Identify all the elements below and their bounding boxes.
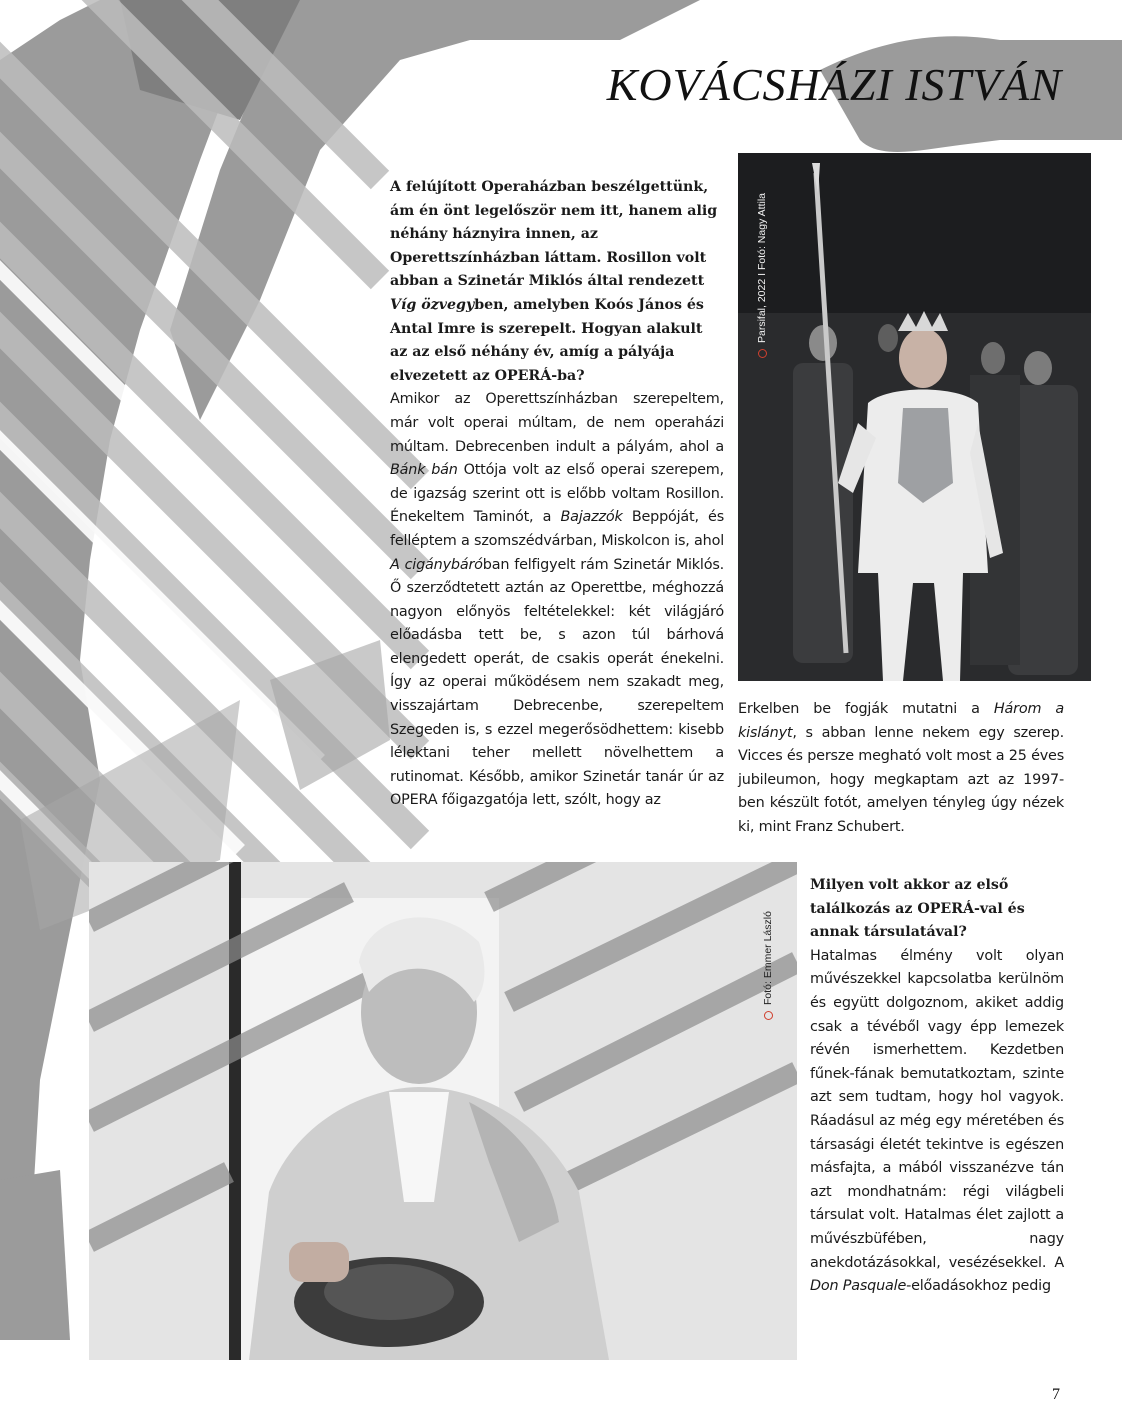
interview-answer-1	[390, 388, 724, 813]
answer-1-text-c: Beppóját, és felléptem a szomszédvárban, Miskolcon is, ahol	[390, 509, 725, 549]
interview-question-2: Milyen volt akkor az első találkozás az OPERÁ-val és annak társulatával?	[810, 877, 1025, 941]
answer-1-text-a: Amikor az Operettszínházban szerepeltem, már volt operai múltam, de nem operaházi múltam. Debrecenben indult a pályám, ahol a	[390, 391, 724, 455]
answer-2-text-a: Hatalmas élmény volt olyan művészekkel kapcsolatba kerülnöm és együtt dolgoznom, akiket addig csak a tévéből vagy épp lemezek révén ismerhettem. Kezdetben fűnek-fának bemutatkoztam, szinte azt sem tudtam, hogy hol vagyok. Ráadásul az még egy méretében és társasági életét tekintve is egészen másfajta, a mából visszanézve tán azt mondhatnám: régi világbeli társulat volt. Hatalmas élet zajlott a művészbüfében, nagy anekdotázásokkal, vesézésekkel. A	[810, 947, 1064, 1271]
portrait-photo-image	[89, 862, 797, 1360]
answer-1-italic-b: Bajazzók	[560, 509, 623, 526]
portrait-photo	[89, 862, 797, 1360]
photo2-credit-text: Fotó: Emmer László	[762, 911, 774, 1005]
question-1-text-a: A felújított Operaházban beszélgettünk, ám én önt legelőször nem itt, hanem alig néhány háznyira innen, az Operettszínházban láttam. Rosillon volt abban a Szinetár Miklós által rendezett	[390, 179, 718, 290]
interview-question-1	[390, 176, 724, 388]
column-2-text-a: Erkelben be fogják mutatni a	[738, 701, 994, 717]
photo1-credit-text: Parsifal, 2022 I Fotó: Nagy Attila	[756, 193, 768, 343]
column-1	[390, 176, 724, 813]
stage-photo-parsifal	[738, 153, 1091, 681]
column-2	[738, 698, 1064, 840]
column-2-text-b: , s abban lenne nekem egy szerep. Vicces és persze megható volt most a 25 éves jubileumon, hogy megkaptam azt az 1997-ben készült fotót, amelyen tényleg úgy nézek ki, mint Franz Schubert.	[738, 724, 1064, 835]
page-number: 7	[1052, 1386, 1060, 1403]
answer-1-italic-c: A cigánybáró	[390, 556, 483, 573]
column-2-italic: Három a kislányt	[738, 701, 1065, 741]
photo1-credit	[756, 193, 768, 358]
page-title: KOVÁCSHÁZI ISTVÁN	[606, 59, 1062, 110]
interview-answer-2	[810, 945, 1064, 1299]
photo2-credit	[762, 911, 774, 1020]
answer-1-text-b: Ottója volt az első operai szerepem, de igazság szerint ott is előbb voltam Rosillon. Énekeltem Taminót, a	[390, 462, 724, 526]
answer-2-text-b: -előadásokhoz pedig	[906, 1278, 1051, 1295]
circle-icon	[764, 1011, 773, 1020]
question-1-italic: Víg özvegy	[390, 296, 475, 313]
stage-photo-image	[738, 153, 1091, 681]
answer-1-text-d: ban felfigyelt rám Szinetár Miklós. Ő szerződtetett aztán az Operettbe, méghozzá nagyon előnyös feltételekkel: két világjáró előadásba tett be, s azon túl bárhová elengedett operát, de csakis operát énekelni. Így az operai működésem nem szakadt meg, visszajártam Debrecenbe, szerepeltem Szegeden is, s ezzel megerősödhettem: kisebb lélektani teher mellett növelhettem a rutinomat. Később, amikor Szinetár tanár úr az OPERA főigazgatója lett, szólt, hogy az	[390, 556, 724, 809]
question-1-text-b: ben, amelyben Koós János és Antal Imre is szerepelt. Hogyan alakult az az első néhány év, amíg a pályája elvezetett az OPERÁ-ba?	[390, 296, 704, 384]
column-3	[810, 874, 1064, 1299]
answer-2-italic: Don Pasquale	[810, 1278, 907, 1295]
circle-icon	[758, 349, 767, 358]
answer-1-italic-a: Bánk bán	[390, 462, 458, 479]
